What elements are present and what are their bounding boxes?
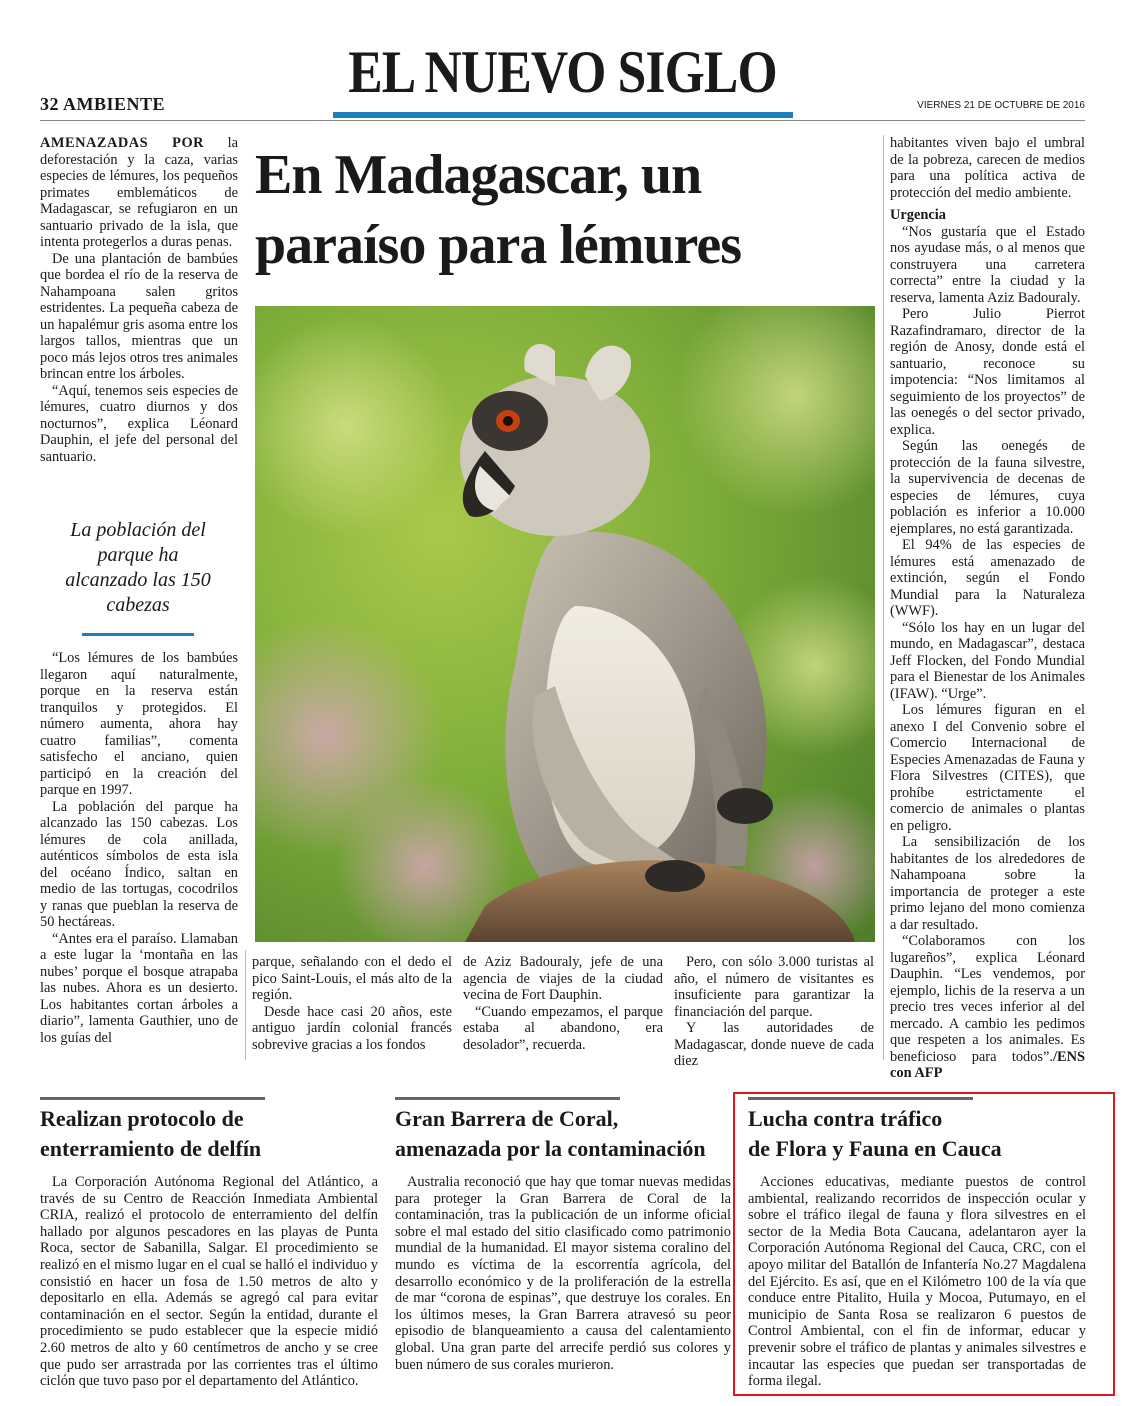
pull-quote-rule bbox=[82, 633, 194, 636]
col5-paragraph: La sensibilización de los habitantes de los alrededores de Nahampoana sobre la importancia de proteger a este primo lejano del mono comienza a dar resultado. bbox=[890, 834, 1085, 933]
col1-paragraph: La población del parque ha alcanzado las 150 cabezas. Los lémures de cola anillada, auténticos símbolos de esta isla del océano Índico, saltan en medio de las tortugas, cocodrilos y ranas que pueblan la reserva de 50 hectáreas. bbox=[40, 798, 238, 930]
lead-in: AMENAZADAS POR bbox=[40, 135, 205, 151]
issue-date: VIERNES 21 DE OCTUBRE DE 2016 bbox=[917, 100, 1085, 111]
story-body bbox=[40, 1174, 378, 1390]
article-column-4 bbox=[674, 954, 874, 1070]
article-column-1 bbox=[40, 135, 238, 465]
col1-paragraph: la deforestación y la caza, varias especies de lémures, los pequeños primates emblemáticos de Madagascar, se refugiaron en un santuario privado de la isla, que intenta protegerlos a duras penas. bbox=[40, 135, 238, 250]
story-headline: Lucha contra tráfico de Flora y Fauna en Cauca bbox=[748, 1106, 1002, 1161]
byline: /ENS con AFP bbox=[890, 1048, 1085, 1081]
col5-paragraph: Los lémures figuran en el anexo I del Convenio sobre el Comercio Internacional de Especies Amenazadas de Fauna y Flora Silvestres (CITES), que prohíbe estrictamente el comercio de animales o plantas en peligro. bbox=[890, 702, 1085, 834]
article-headline bbox=[255, 140, 875, 280]
story-accent-bar bbox=[395, 1097, 620, 1100]
section-subhead: Urgencia bbox=[890, 207, 946, 223]
story-headline: Realizan protocolo de enterramiento de delfín bbox=[40, 1106, 262, 1161]
col1-paragraph: De una plantación de bambúes que bordea el río de la reserva de Nahampoana salen gritos estridentes. La pequeña cabeza de un hapalémur gris asoma entre los largos tallos, mientras que un poco más lejos otros tres animales brincan entre los árboles. bbox=[40, 250, 238, 382]
column-divider bbox=[883, 135, 884, 1060]
col5-paragraph: Según las oenegés de protección de la fauna silvestre, la supervivencia de decenas de especies de lémures, cuya población es inferior a 10.000 ejemplares, no está garantizada. bbox=[890, 438, 1085, 537]
col5-paragraph: “Sólo los hay en un lugar del mundo, en Madagascar”, destaca Jeff Flocken, del Fondo Mundial para el Bienestar de los Animales (IFAW). “Urge”. bbox=[890, 619, 1085, 702]
col1-paragraph: “Antes era el paraíso. Llamaban a este lugar la ‘montaña en las nubes’ porque el bosque atrapaba las nubes. Ahora es un desierto. Los habitantes cortan árboles a diario”, lamenta Gauthier, uno de los guías del bbox=[40, 930, 238, 1046]
col2-paragraph: Desde hace casi 20 años, este antiguo jardín colonial francés sobrevive gracias a los fondos bbox=[252, 1003, 452, 1053]
col1-paragraph: “Los lémures de los bambúes llegaron aquí naturalmente, porque en la reserva están tranquilos y protegidos. El número aumenta, ahora hay cuatro familias”, comenta satisfecho el anciano, quien participó en la creación del parque en 1997. bbox=[40, 650, 238, 798]
col5-paragraph: “Colaboramos con los lugareños”, explica Léonard Dauphin. “Les vendemos, por ejemplo, lichis de la reserva a un precio tres veces inferior al del mercado. A cambio les pedimos que respeten a los animales. Es beneficioso para todos”. bbox=[890, 933, 1085, 1065]
masthead: EL NUEVO SIGLO bbox=[348, 39, 777, 105]
column-divider bbox=[245, 950, 246, 1060]
col1-paragraph: “Aquí, tenemos seis especies de lémures, cuatro diurnos y dos nocturnos”, explica Léonard Dauphin, el jefe del personal del santuario. bbox=[40, 382, 238, 465]
article-column-3 bbox=[463, 954, 663, 1053]
story-body bbox=[748, 1174, 1086, 1390]
col5-paragraph: El 94% de las especies de lémures está amenazado de extinción, según el Fondo Mundial para la Naturaleza (WWF). bbox=[890, 537, 1085, 619]
article-column-5 bbox=[890, 135, 1085, 1082]
story-paragraph: Acciones educativas, mediante puestos de control ambiental, realizando recorridos de inspección ocular y sobre el tráfico ilegal de fauna y flora silvestres en el sector de la Media Bota Caucana, adelantaron ayer la Corporación Autónoma Regional del Cauca, CRC, con el apoyo militar del Batallón de Infantería No.27 Magdalena del Ejército. Es así, que en el Kilómetro 100 de la vía que conduce entre Pitalito, Huila y Mocoa, Putumayo, en el municipio de Santa Rosa se realizaron 6 puestos de Control Ambiental, con el fin de informar, educar y prevenir sobre el tráfico de plantas y animales silvestres e incautar las especies que puedan ser transportadas de forma ilegal. bbox=[748, 1174, 1086, 1390]
story-accent-bar bbox=[40, 1097, 265, 1100]
header-divider bbox=[40, 120, 1085, 121]
page-section-label: 32 AMBIENTE bbox=[40, 94, 166, 114]
story-headline: Gran Barrera de Coral, amenazada por la contaminación bbox=[395, 1106, 706, 1161]
col5-paragraph: Pero Julio Pierrot Razafindramaro, director de la región de Anosy, donde está el santuario, reconoce su impotencia: “Nos limitamos al seguimiento de los proyectos” de las oenegés o del sector privado, explica. bbox=[890, 306, 1085, 438]
pull-quote: La población del parque ha alcanzado las 150 cabezas bbox=[65, 519, 211, 616]
headline-line-2: paraíso para lémures bbox=[255, 214, 742, 276]
headline-line-1: En Madagascar, un bbox=[255, 144, 702, 206]
col2-paragraph: parque, señalando con el dedo el pico Saint-Louis, el más alto de la región. bbox=[252, 954, 452, 1003]
story-paragraph: La Corporación Autónoma Regional del Atlántico, a través de su Centro de Reacción Inmediata Ambiental CRIA, realizó el protocolo de enterramiento del delfín hallado por algunos pescadores en las playas de Punta Roca, sector de Sabanilla, Salgar. El procedimiento se realizó en el mismo lugar en el cual se halló el individuo y consistió en hacer un fosa de 1.50 metros de alto y depositarlo en ella. Además se agregó cal para evitar contaminación en el sector. Según la entidad, durante el procedimiento se pudo establecer que la especie midió 2.60 metros de alto y 60 centímetros de ancho y se cree que pudo ser arrastrada por las corrientes tras el último ciclón que tuvo paso por el departamento del Atlántico. bbox=[40, 1174, 378, 1390]
col4-paragraph: Pero, con sólo 3.000 turistas al año, el número de visitantes es insuficiente para garantizar la financiación del parque. bbox=[674, 954, 874, 1020]
col4-paragraph: Y las autoridades de Madagascar, donde nueve de cada diez bbox=[674, 1020, 874, 1069]
col5-paragraph: “Nos gustaría que el Estado nos ayudase más, o al menos que construyera una carretera correcta” entre la ciudad y la reserva, lamenta Aziz Badouraly. bbox=[890, 223, 1085, 306]
col3-paragraph: de Aziz Badouraly, jefe de una agencia de viajes de la ciudad vecina de Fort Dauphin. bbox=[463, 954, 663, 1003]
story-body bbox=[395, 1174, 731, 1373]
story-accent-bar bbox=[748, 1097, 973, 1100]
story-paragraph: Australia reconoció que hay que tomar nuevas medidas para proteger la Gran Barrera de Coral de la contaminación, tras la publicación de un informe oficial sobre el mal estado del sitio clasificado como patrimonio mundial de la humanidad. El mayor sistema coralino del mundo es víctima de la escorrentía agrícola, del desarrollo económico y de la proliferación de la estrella de mar “corona de espinas”, que destruye los corales. En los últimos meses, la Gran Barrera atravesó su peor episodio de blanqueamiento a causa del calentamiento global. Una gran parte del arrecife perdió sus colores y buen número de sus corales murieron. bbox=[395, 1174, 731, 1373]
article-column-1-lower bbox=[40, 650, 238, 1046]
article-column-2 bbox=[252, 954, 452, 1053]
col5-paragraph: habitantes viven bajo el umbral de la pobreza, carecen de medios para una política activa de protección del medio ambiente. bbox=[890, 135, 1085, 201]
masthead-accent-rule bbox=[333, 112, 793, 118]
lemur-photo bbox=[255, 306, 875, 942]
col3-paragraph: “Cuando empezamos, el parque estaba al abandono, era desolador”, recuerda. bbox=[463, 1003, 663, 1053]
